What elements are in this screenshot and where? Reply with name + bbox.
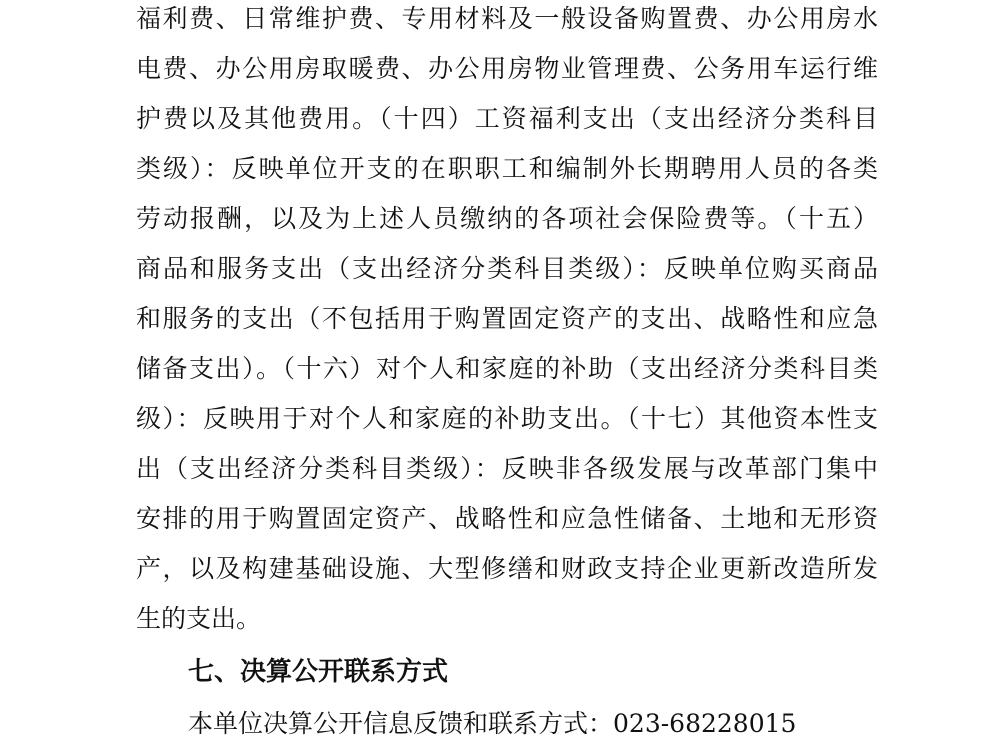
body-text-line-11: 安排的用于购置固定资产、战略性和应急性储备、土地和无形资 (136, 504, 878, 533)
body-text-line-10: 出（支出经济分类科目类级）：反映非各级发展与改革部门集中 (136, 454, 878, 483)
body-text-line-7: 和服务的支出（不包括用于购置固定资产的支出、战略性和应急 (136, 304, 878, 333)
body-text-line-4: 类级）：反映单位开支的在职职工和编制外长期聘用人员的各类 (136, 154, 878, 183)
body-text-line-3: 护费以及其他费用。（十四）工资福利支出（支出经济分类科目 (136, 104, 878, 133)
contact-info-text: 本单位决算公开信息反馈和联系方式：023-68228015 (188, 709, 797, 738)
section-heading: 七、决算公开联系方式 (188, 657, 449, 687)
body-text-line-5: 劳动报酬，以及为上述人员缴纳的各项社会保险费等。（十五） (136, 204, 878, 233)
body-text-line-13: 生的支出。 (136, 604, 262, 633)
body-text-line-1: 福利费、日常维护费、专用材料及一般设备购置费、办公用房水 (136, 4, 878, 33)
body-text-line-9: 级）：反映用于对个人和家庭的补助支出。（十七）其他资本性支 (136, 404, 878, 433)
body-text-line-8: 储备支出）。（十六）对个人和家庭的补助（支出经济分类科目类 (136, 354, 878, 383)
body-text-line-12: 产，以及构建基础设施、大型修缮和财政支持企业更新改造所发 (136, 554, 878, 583)
body-text-line-2: 电费、办公用房取暖费、办公用房物业管理费、公务用车运行维 (136, 54, 878, 83)
body-text-line-6: 商品和服务支出（支出经济分类科目类级）：反映单位购买商品 (136, 254, 878, 283)
